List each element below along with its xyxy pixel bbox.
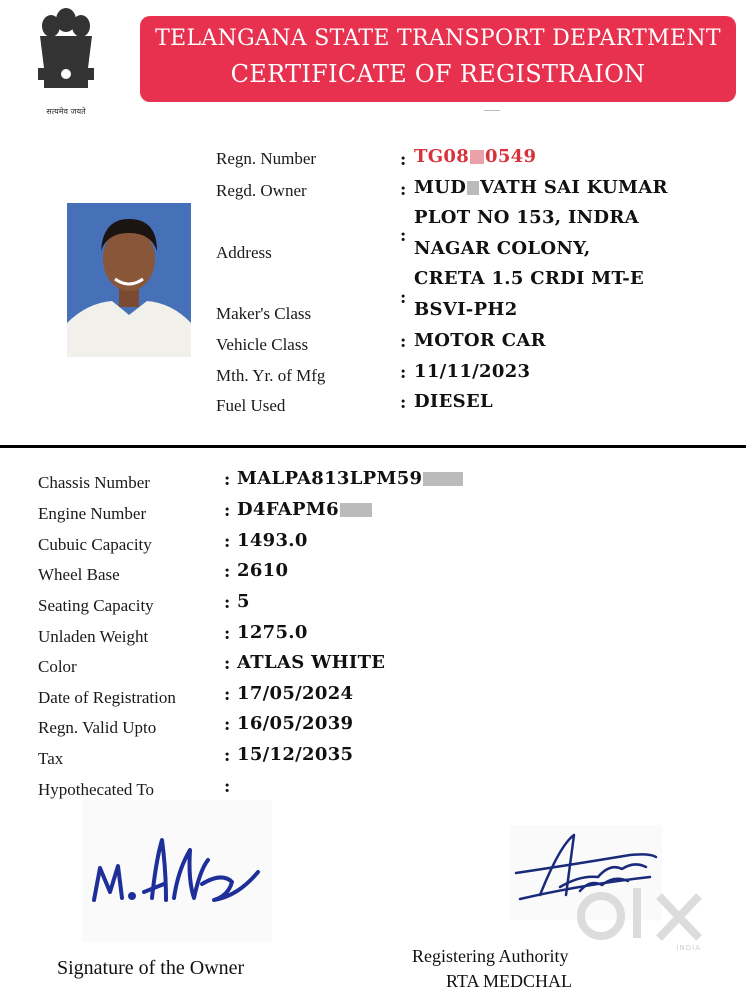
chassis-label: Chassis Number <box>38 473 150 492</box>
fuel-label: Fuel Used <box>216 396 286 415</box>
makers-class-line-1: CRETA 1.5 CRDI MT-E <box>414 268 645 289</box>
colon: : <box>224 593 231 613</box>
redaction-mark <box>470 150 484 164</box>
address-line-1: PLOT NO 153, INDRA <box>414 207 639 228</box>
department-title: TELANGANA STATE TRANSPORT DEPARTMENT <box>155 26 721 51</box>
emblem-motto: सत्यमेव जयते <box>46 107 86 116</box>
redaction-mark <box>423 472 463 486</box>
seating-value: 5 <box>237 591 250 612</box>
colon: : <box>224 532 231 552</box>
reg-date-value: 17/05/2024 <box>237 683 354 704</box>
owner-signature-caption: Signature of the Owner <box>57 957 245 979</box>
colon: : <box>224 715 231 735</box>
valid-upto-value: 16/05/2039 <box>237 713 354 734</box>
regn-number-label: Regn. Number <box>216 149 317 168</box>
regd-owner-label: Regd. Owner <box>216 181 307 200</box>
owner-signature <box>82 800 272 942</box>
engine-value: D4FAPM6 <box>237 499 373 520</box>
colon: : <box>400 363 407 383</box>
colon: : <box>224 501 231 521</box>
redaction-mark <box>467 181 479 195</box>
colon: : <box>224 746 231 766</box>
fuel-value: DIESEL <box>414 391 493 412</box>
color-value: ATLAS WHITE <box>237 652 386 673</box>
capacity-value: 1493.0 <box>237 530 308 551</box>
hypothecated-label: Hypothecated To <box>38 780 155 799</box>
address-label: Address <box>216 243 272 262</box>
wheel-base-value: 2610 <box>237 560 289 581</box>
mfg-label: Mth. Yr. of Mfg <box>216 366 326 385</box>
state-emblem-logo <box>22 0 110 120</box>
colon: : <box>400 180 407 200</box>
chassis-value: MALPA813LPM59 <box>237 468 464 489</box>
colon: : <box>224 562 231 582</box>
color-label: Color <box>38 657 77 676</box>
reg-date-label: Date of Registration <box>38 688 176 707</box>
colon: : <box>224 685 231 705</box>
colon: : <box>400 393 407 413</box>
authority-office: RTA MEDCHAL <box>446 971 572 991</box>
watermark-sub: INDIA <box>676 944 701 952</box>
colon: : <box>224 654 231 674</box>
colon: : <box>400 288 407 308</box>
seating-label: Seating Capacity <box>38 596 154 615</box>
regd-owner-value: MUD VATH SAI KUMAR <box>414 177 668 198</box>
section-divider <box>0 445 746 448</box>
address-line-2: NAGAR COLONY, <box>414 238 591 259</box>
unladen-label: Unladen Weight <box>38 627 149 646</box>
vehicle-class-value: MOTOR CAR <box>414 330 546 351</box>
colon: : <box>224 470 231 490</box>
wheel-base-label: Wheel Base <box>38 565 120 584</box>
colon: : <box>400 226 407 246</box>
colon: : <box>224 624 231 644</box>
authority-caption: Registering Authority <box>412 946 569 966</box>
valid-upto-label: Regn. Valid Upto <box>38 718 157 737</box>
owner-photo <box>67 203 191 357</box>
regn-number-value: TG08 0549 <box>414 146 537 167</box>
mfg-value: 11/11/2023 <box>414 361 531 382</box>
vehicle-class-label: Vehicle Class <box>216 335 309 354</box>
colon: : <box>400 150 407 170</box>
title-banner <box>140 16 736 102</box>
makers-class-line-2: BSVI-PH2 <box>414 299 518 320</box>
colon: : <box>224 777 231 797</box>
makers-class-label: Maker's Class <box>216 304 312 323</box>
certificate-title: CERTIFICATE OF REGISTRAION <box>230 60 646 88</box>
engine-label: Engine Number <box>38 504 147 523</box>
olx-watermark-logo <box>575 880 715 960</box>
redaction-mark <box>340 503 372 517</box>
unladen-value: 1275.0 <box>237 622 308 643</box>
capacity-label: Cubuic Capacity <box>38 535 152 554</box>
tax-value: 15/12/2035 <box>237 744 354 765</box>
tax-label: Tax <box>38 749 64 768</box>
divider-short <box>484 110 500 111</box>
colon: : <box>400 332 407 352</box>
